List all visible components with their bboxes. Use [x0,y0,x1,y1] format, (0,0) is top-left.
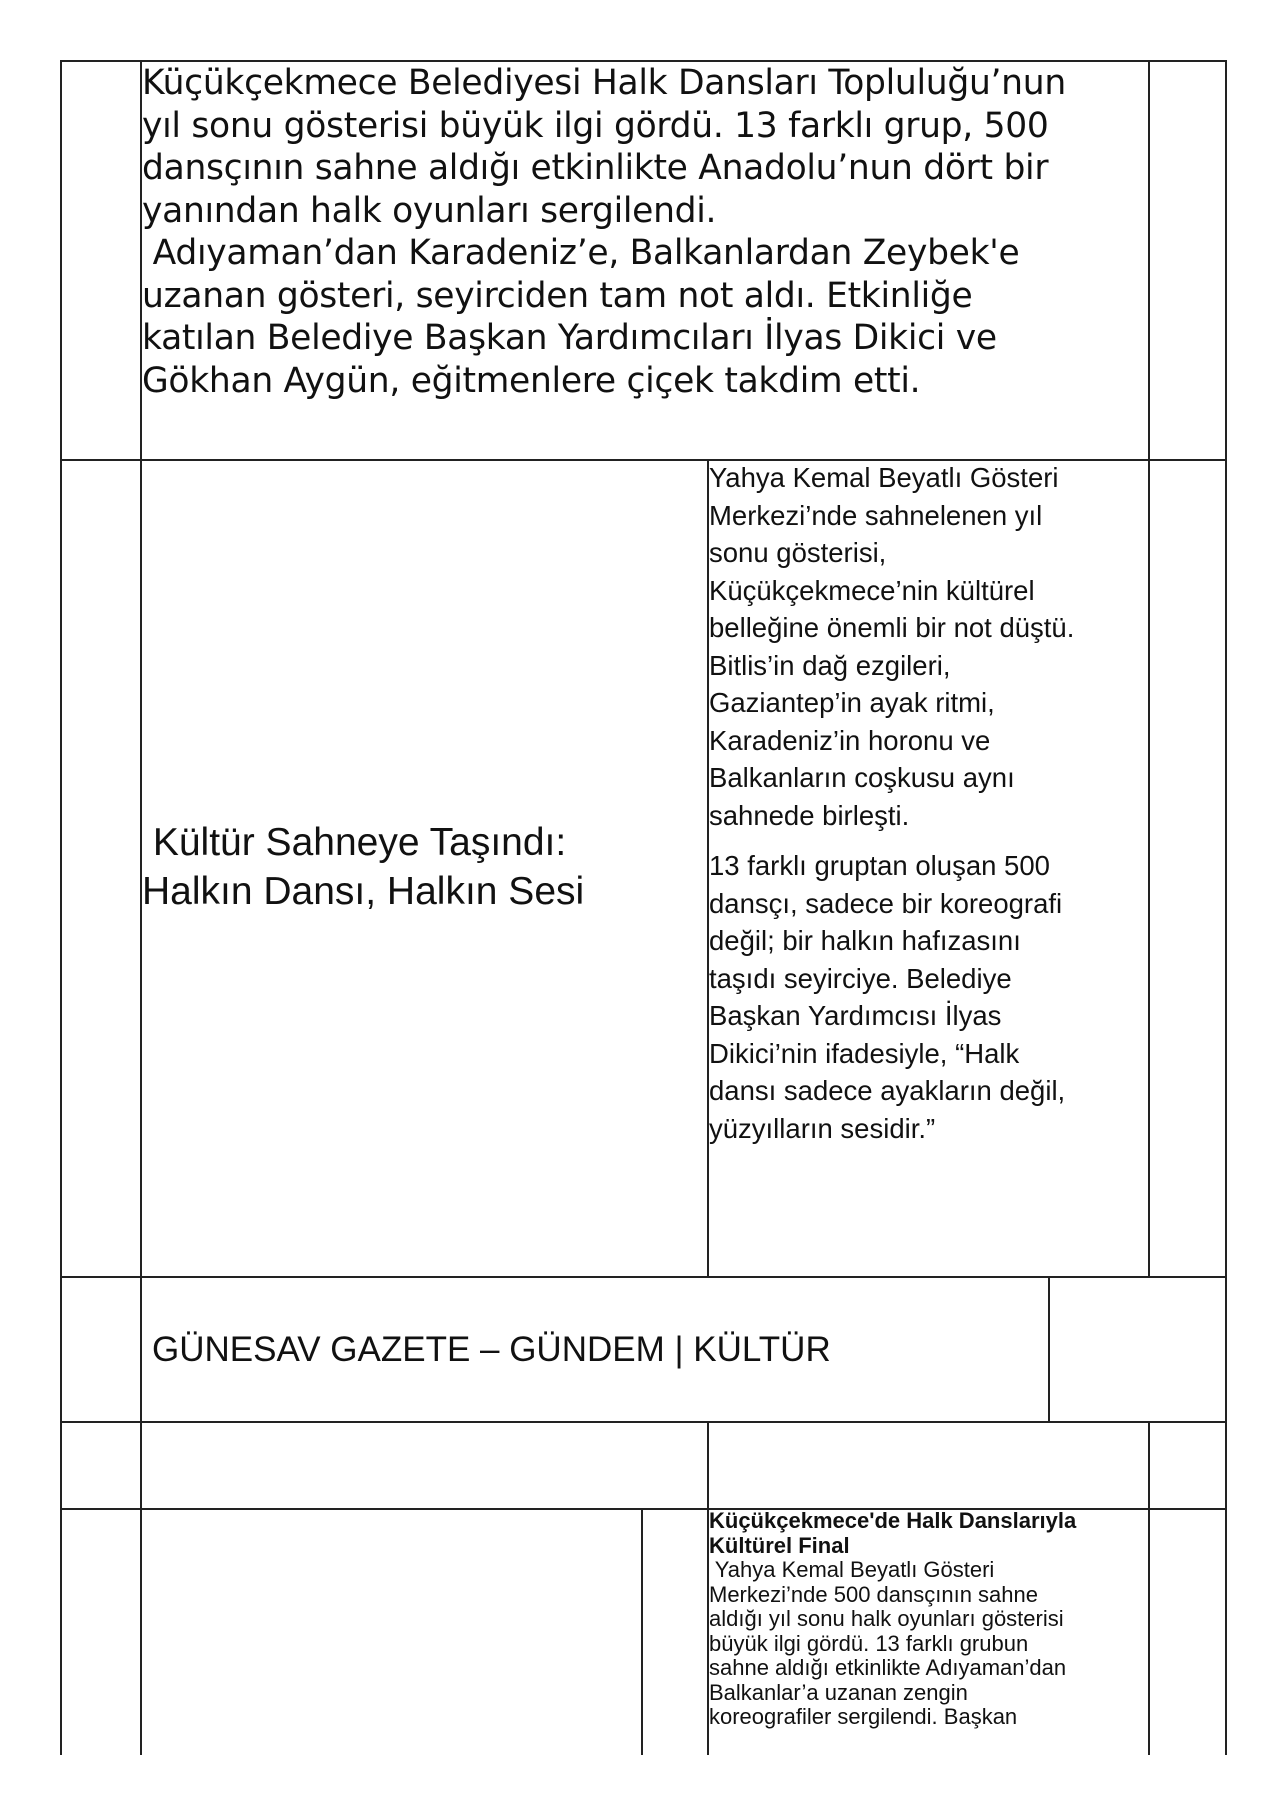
article-body [709,459,1147,1147]
intro-line: Adıyaman’dan Karadeniz’e, Balkanlardan Zeybek'e [142,233,1020,273]
summary-line: büyük ilgi gördü. 13 farklı grubun [709,1630,1029,1656]
intro-line: yıl sonu gösterisi büyük ilgi gördü. 13 farklı grup, 500 [142,105,1049,146]
article-line: değil; bir halkın hafızasını [709,925,1021,956]
article-line: belleğine önemli bir not düştü. [709,612,1075,643]
section-banner: GÜNESAV GAZETE – GÜNDEM | KÜLTÜR [152,1330,831,1369]
article-line: Yahya Kemal Beyatlı Gösteri [709,462,1059,493]
article-line: sonu gösterisi, [709,537,887,568]
intro-line: dansçının sahne aldığı etkinlikte Anadolu’nun dört bir [142,148,1049,188]
table-rule-row3-bottom [60,1421,1226,1423]
headline-line-2: Halkın Dansı, Halkın Sesi [142,870,585,913]
summary-line: Merkezi’nde 500 dansçının sahne [709,1581,1038,1607]
table-rule-left [60,60,62,1755]
intro-line: Küçükçekmece Belediyesi Halk Dansları Topluluğu’nun [142,63,1066,103]
table-rule-col-right-b [1148,1421,1150,1755]
intro-line: katılan Belediye Başkan Yardımcıları İlyas Dikici ve [142,318,997,358]
table-rule-col-right-a [1148,60,1150,1277]
headline [142,818,704,916]
article-line: dansçı, sadece bir koreografi [709,887,1063,919]
table-rule-col-extra [641,1508,643,1755]
article-line: Bitlis’in dağ ezgileri, [709,649,951,681]
summary-line: aldığı yıl sonu halk oyunları gösterisi [709,1606,1064,1631]
table-rule-right [1225,60,1227,1755]
table-rule-row2-bottom [60,1276,1226,1278]
article-line: Dikici’nin ifadesiyle, “Halk [709,1037,1020,1069]
article-line: taşıdı seyirciye. Belediye [709,962,1012,994]
summary-block [709,1509,1147,1730]
summary-line: koreografiler sergilendi. Başkan [709,1704,1018,1729]
article-line: Merkezi’nde sahnelenen yıl [709,499,1043,531]
summary-line: sahne aldığı etkinlikte Adıyaman’dan [709,1655,1067,1680]
article-line: dansı sadece ayakların değil, [709,1075,1066,1106]
article-line: Küçükçekmece’nin kültürel [709,574,1035,606]
article-line: Gaziantep’in ayak ritmi, [709,687,995,718]
table-rule-banner-right [1048,1276,1050,1422]
headline-line-1: Kültür Sahneye Taşındı: [142,821,567,864]
article-line: yüzyılların sesidir.” [709,1112,936,1144]
intro-line: Gökhan Aygün, eğitmenlere çiçek takdim etti. [142,360,921,401]
summary-line: Yahya Kemal Beyatlı Gösteri [709,1557,995,1582]
summary-title-line: Küçükçekmece'de Halk Danslarıyla [709,1508,1077,1533]
article-line: 13 farklı gruptan oluşan 500 [709,850,1050,881]
intro-paragraph [142,62,1146,402]
article-line: Karadeniz’in horonu ve [709,724,991,756]
article-line: Balkanların coşkusu aynı [709,762,1015,793]
intro-line: yanından halk oyunları sergilendi. [142,190,717,231]
summary-line: Balkanlar’a uzanan zengin [709,1679,968,1705]
article-line: Başkan Yardımcısı İlyas [709,1000,1002,1031]
summary-title-line: Kültürel Final [709,1532,850,1558]
intro-line: uzanan gösteri, seyirciden tam not aldı. Etkinliğe [142,275,973,316]
article-line: sahnede birleşti. [709,799,910,831]
